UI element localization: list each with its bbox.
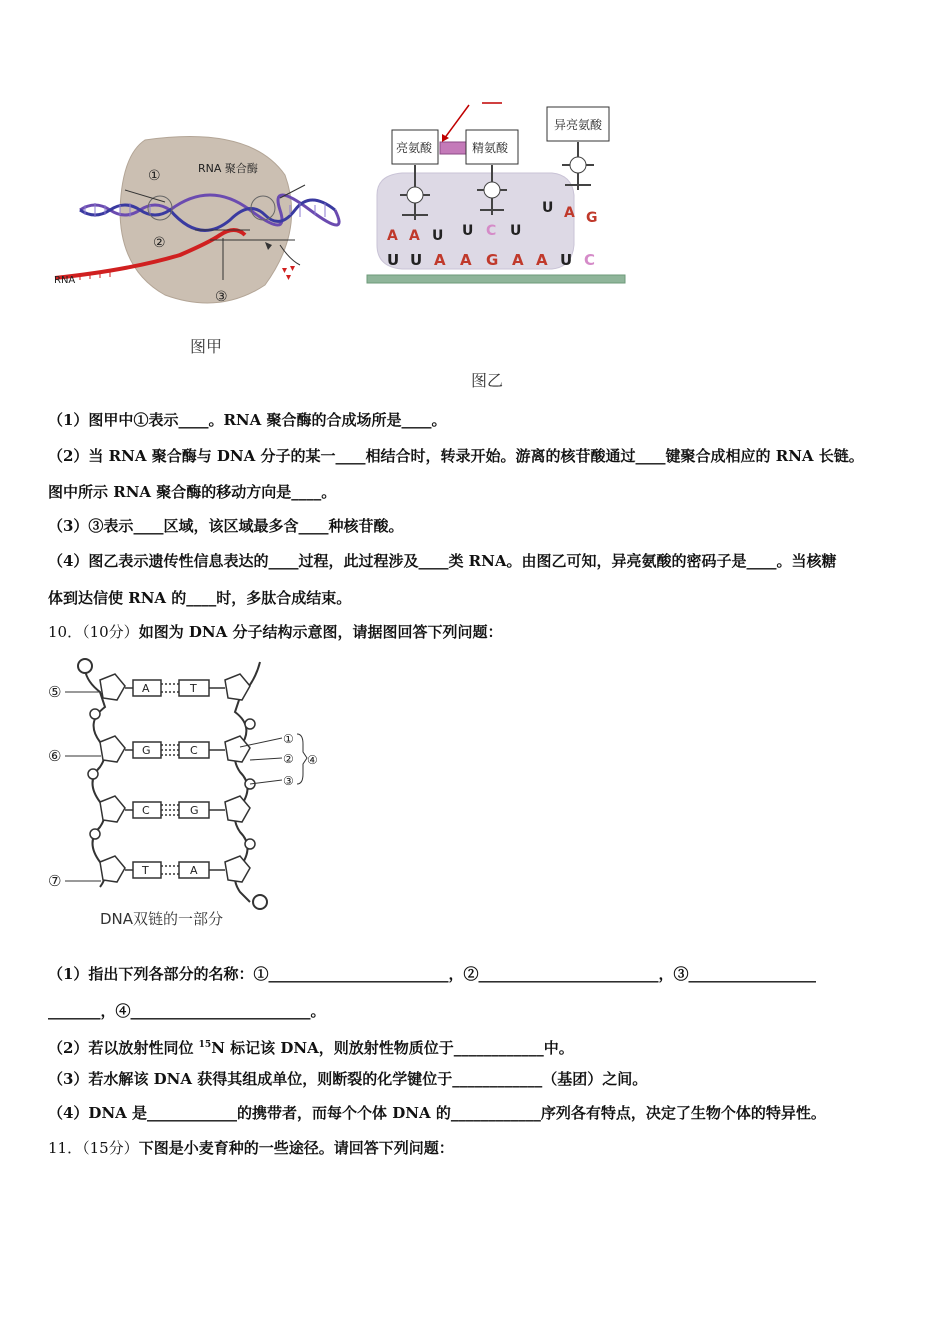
mark-2-right: ② bbox=[283, 752, 294, 766]
q9-line-5: （4）图乙表示遗传性信息表达的____过程，此过程涉及____类 RNA。由图乙可知，异亮氨酸的密码子是____。当核糖 bbox=[48, 552, 837, 570]
anticodon-3-2: A bbox=[564, 205, 575, 221]
anticodon-2-2: C bbox=[486, 223, 497, 239]
anticodon-1-3: U bbox=[432, 228, 444, 244]
enzyme-label: RNA 聚合酶 bbox=[198, 162, 258, 175]
base-t-right: T bbox=[190, 682, 197, 695]
figure-jia bbox=[50, 120, 350, 320]
codon-6: A bbox=[512, 251, 524, 269]
q9-line-4: （3）③表示____区域，该区域最多含____种核苷酸。 bbox=[48, 517, 404, 535]
q10-line-3-sup: 15 bbox=[198, 1040, 212, 1050]
anticodon-1-2: A bbox=[409, 228, 420, 244]
box-arginine: 精氨酸 bbox=[472, 141, 509, 155]
mrna-codons bbox=[387, 251, 595, 269]
codon-8: U bbox=[560, 251, 573, 269]
q10-line-2: _______，④________________________。 bbox=[48, 1002, 326, 1020]
q11-title: 下图是小麦育种的一些途径。请回答下列问题： bbox=[138, 1139, 454, 1157]
base-a-left: A bbox=[142, 682, 150, 695]
q10-title: 如图为 DNA 分子结构示意图，请据图回答下列问题： bbox=[138, 623, 503, 641]
anticodon-1-1: A bbox=[387, 228, 398, 244]
anticodon-2-1: U bbox=[462, 223, 474, 239]
mark-1-right: ① bbox=[283, 732, 294, 746]
dna-structure-figure bbox=[45, 652, 325, 937]
q10-line-4: （3）若水解该 DNA 获得其组成单位，则断裂的化学键位于____________（基团）之间。 bbox=[48, 1070, 648, 1088]
codon-3: A bbox=[434, 251, 446, 269]
q10-number: 10．（10分） bbox=[48, 623, 139, 641]
base-t-left: T bbox=[142, 864, 149, 877]
q11-title-line bbox=[48, 1138, 454, 1158]
box-leucine: 亮氨酸 bbox=[396, 141, 433, 155]
q10-line-3-b: N 标记该 DNA，则放射性物质位于____________中。 bbox=[211, 1039, 574, 1057]
mark-3-right: ③ bbox=[283, 774, 294, 788]
base-c-left: C bbox=[142, 804, 150, 817]
base-a-right: A bbox=[190, 864, 198, 877]
peptide-bond bbox=[440, 142, 466, 154]
codon-7: A bbox=[536, 251, 548, 269]
mark-5: ⑤ bbox=[48, 683, 62, 701]
mark-6: ⑥ bbox=[48, 747, 62, 765]
base-c-right: C bbox=[190, 744, 198, 757]
figure-yi bbox=[362, 95, 632, 295]
box-isoleucine: 异亮氨酸 bbox=[554, 118, 603, 132]
q9-line-2: （2）当 RNA 聚合酶与 DNA 分子的某一____相结合时，转录开始。游离的核苷酸通过____键聚合成相应的 RNA 长链。 bbox=[48, 447, 864, 465]
q10-line-1: （1）指出下列各部分的名称：①________________________，②________________________，③_________________ bbox=[48, 965, 816, 983]
codon-1: U bbox=[387, 251, 400, 269]
codon-2: U bbox=[410, 251, 423, 269]
mark-2: ② bbox=[153, 235, 166, 251]
rna-label: RNA bbox=[54, 275, 76, 286]
dna-fig-caption: DNA双链的一部分 bbox=[100, 910, 224, 928]
base-g-right: G bbox=[190, 804, 199, 817]
q9-line-3: 图中所示 RNA 聚合酶的移动方向是____。 bbox=[48, 483, 337, 501]
figure-yi-caption: 图乙 bbox=[471, 371, 504, 390]
q10-title-line bbox=[48, 622, 503, 642]
mrna-bar bbox=[367, 275, 625, 283]
q9-line-1: （1）图甲中①表示____。RNA 聚合酶的合成场所是____。 bbox=[48, 411, 447, 429]
anticodon-2-3: U bbox=[510, 223, 522, 239]
mark-7: ⑦ bbox=[48, 872, 62, 890]
mark-4-right: ④ bbox=[307, 753, 318, 767]
anticodon-3-3: G bbox=[586, 210, 598, 226]
figure-jia-caption: 图甲 bbox=[190, 337, 223, 356]
base-g-left: G bbox=[142, 744, 151, 757]
q11-number: 11．（15分） bbox=[48, 1139, 139, 1157]
q9-line-6: 体到达信使 RNA 的____时，多肽合成结束。 bbox=[48, 589, 352, 607]
q10-line-3-a: （2）若以放射性同位 bbox=[48, 1039, 199, 1057]
anticodon-3-1: U bbox=[542, 200, 554, 216]
codon-5: G bbox=[486, 251, 499, 269]
codon-9: C bbox=[584, 251, 596, 269]
mark-3: ③ bbox=[215, 289, 228, 305]
codon-4: A bbox=[460, 251, 472, 269]
q10-line-5: （4）DNA 是____________的携带者，而每个个体 DNA 的____________序列各有特点，决定了生物个体的特异性。 bbox=[48, 1104, 826, 1122]
q10-line-3 bbox=[48, 1035, 574, 1058]
mark-1: ① bbox=[148, 168, 161, 184]
